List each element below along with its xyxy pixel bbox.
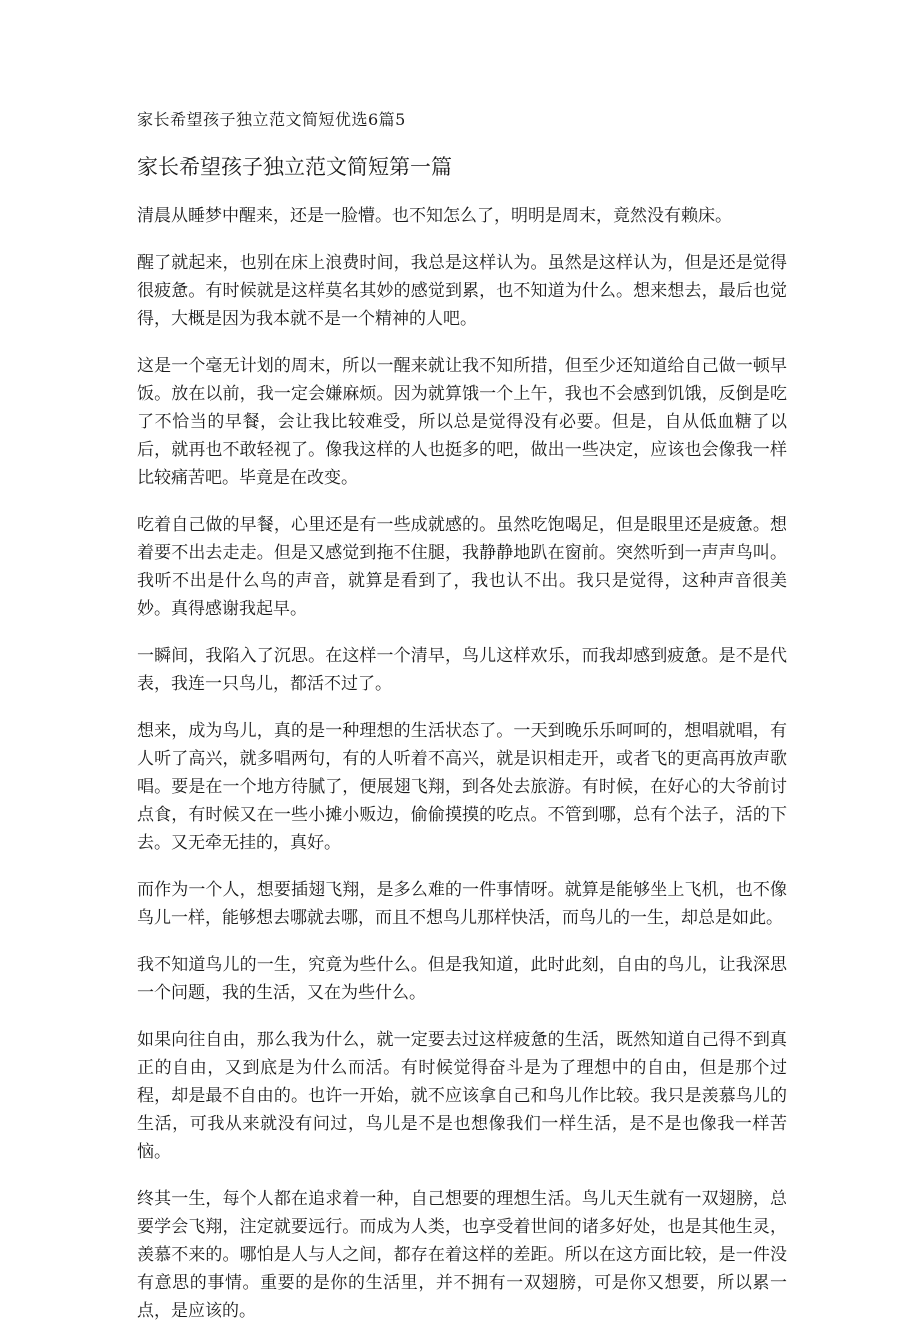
paragraph-7: 而作为一个人，想要插翅飞翔，是多么难的一件事情呀。就算是能够坐上飞机，也不像鸟儿一样，能够想去哪就去哪，而且不想鸟儿那样快活，而鸟儿的一生，却总是如此。 bbox=[137, 880, 787, 928]
paragraph-10: 终其一生，每个人都在追求着一种，自己想要的理想生活。鸟儿天生就有一双翅膀，总要学会飞翔，注定就要远行。而成为人类，也享受着世间的诸多好处，也是其他生灵，羡慕不来的。哪怕是人与人之间，都存在着这样的差距。所以在这方面比较，是一件没有意思的事情。重要的是你的生活里，并不拥有一双翅膀，可是你又想要，所以累一点，是应该的。 bbox=[137, 1189, 787, 1321]
paragraph-4: 吃着自己做的早餐，心里还是有一些成就感的。虽然吃饱喝足，但是眼里还是疲惫。想着要不出去走走。但是又感觉到拖不住腿，我静静地趴在窗前。突然听到一声声鸟叫。我听不出是什么鸟的声音，就算是看到了，我也认不出。我只是觉得，这种声音很美妙。真得感谢我起早。 bbox=[137, 515, 787, 619]
document-title: 家长希望孩子独立范文简短优选6篇5 bbox=[137, 110, 406, 129]
paragraph-5: 一瞬间，我陷入了沉思。在这样一个清早，鸟儿这样欢乐，而我却感到疲惫。是不是代表，我连一只鸟儿，都活不过了。 bbox=[137, 646, 787, 694]
document-page bbox=[137, 108, 787, 1344]
paragraph-8: 我不知道鸟儿的一生，究竟为些什么。但是我知道，此时此刻，自由的鸟儿，让我深思一个问题，我的生活，又在为些什么。 bbox=[137, 955, 787, 1003]
paragraph-9: 如果向往自由，那么我为什么，就一定要去过这样疲惫的生活，既然知道自己得不到真正的自由，又到底是为什么而活。有时候觉得奋斗是为了理想中的自由，但是那个过程，却是最不自由的。也许一开始，就不应该拿自己和鸟儿作比较。我只是羡慕鸟儿的生活，可我从来就没有问过，鸟儿是不是也想像我们一样生活，是不是也像我一样苦恼。 bbox=[137, 1030, 787, 1162]
section-title: 家长希望孩子独立范文简短第一篇 bbox=[137, 155, 452, 179]
paragraph-6: 想来，成为鸟儿，真的是一种理想的生活状态了。一天到晚乐乐呵呵的，想唱就唱，有人听了高兴，就多唱两句，有的人听着不高兴，就是识相走开，或者飞的更高再放声歌唱。要是在一个地方待腻了，便展翅飞翔，到各处去旅游。有时候，在好心的大爷前讨点食，有时候又在一些小摊小贩边，偷偷摸摸的吃点。不管到哪，总有个法子，活的下去。又无牵无挂的，真好。 bbox=[137, 721, 787, 853]
paragraph-3: 这是一个毫无计划的周末，所以一醒来就让我不知所措，但至少还知道给自己做一顿早饭。放在以前，我一定会嫌麻烦。因为就算饿一个上午，我也不会感到饥饿，反倒是吃了不恰当的早餐，会让我比较难受，所以总是觉得没有必要。但是，自从低血糖了以后，就再也不敢轻视了。像我这样的人也挺多的吧，做出一些决定，应该也会像我一样比较痛苦吧。毕竟是在改变。 bbox=[137, 356, 787, 488]
paragraph-2: 醒了就起来，也别在床上浪费时间，我总是这样认为。虽然是这样认为，但是还是觉得很疲惫。有时候就是这样莫名其妙的感觉到累，也不知道为什么。想来想去，最后也觉得，大概是因为我本就不是一个精神的人吧。 bbox=[137, 253, 787, 329]
paragraph-1: 清晨从睡梦中醒来，还是一脸懵。也不知怎么了，明明是周末，竟然没有赖床。 bbox=[137, 206, 732, 226]
